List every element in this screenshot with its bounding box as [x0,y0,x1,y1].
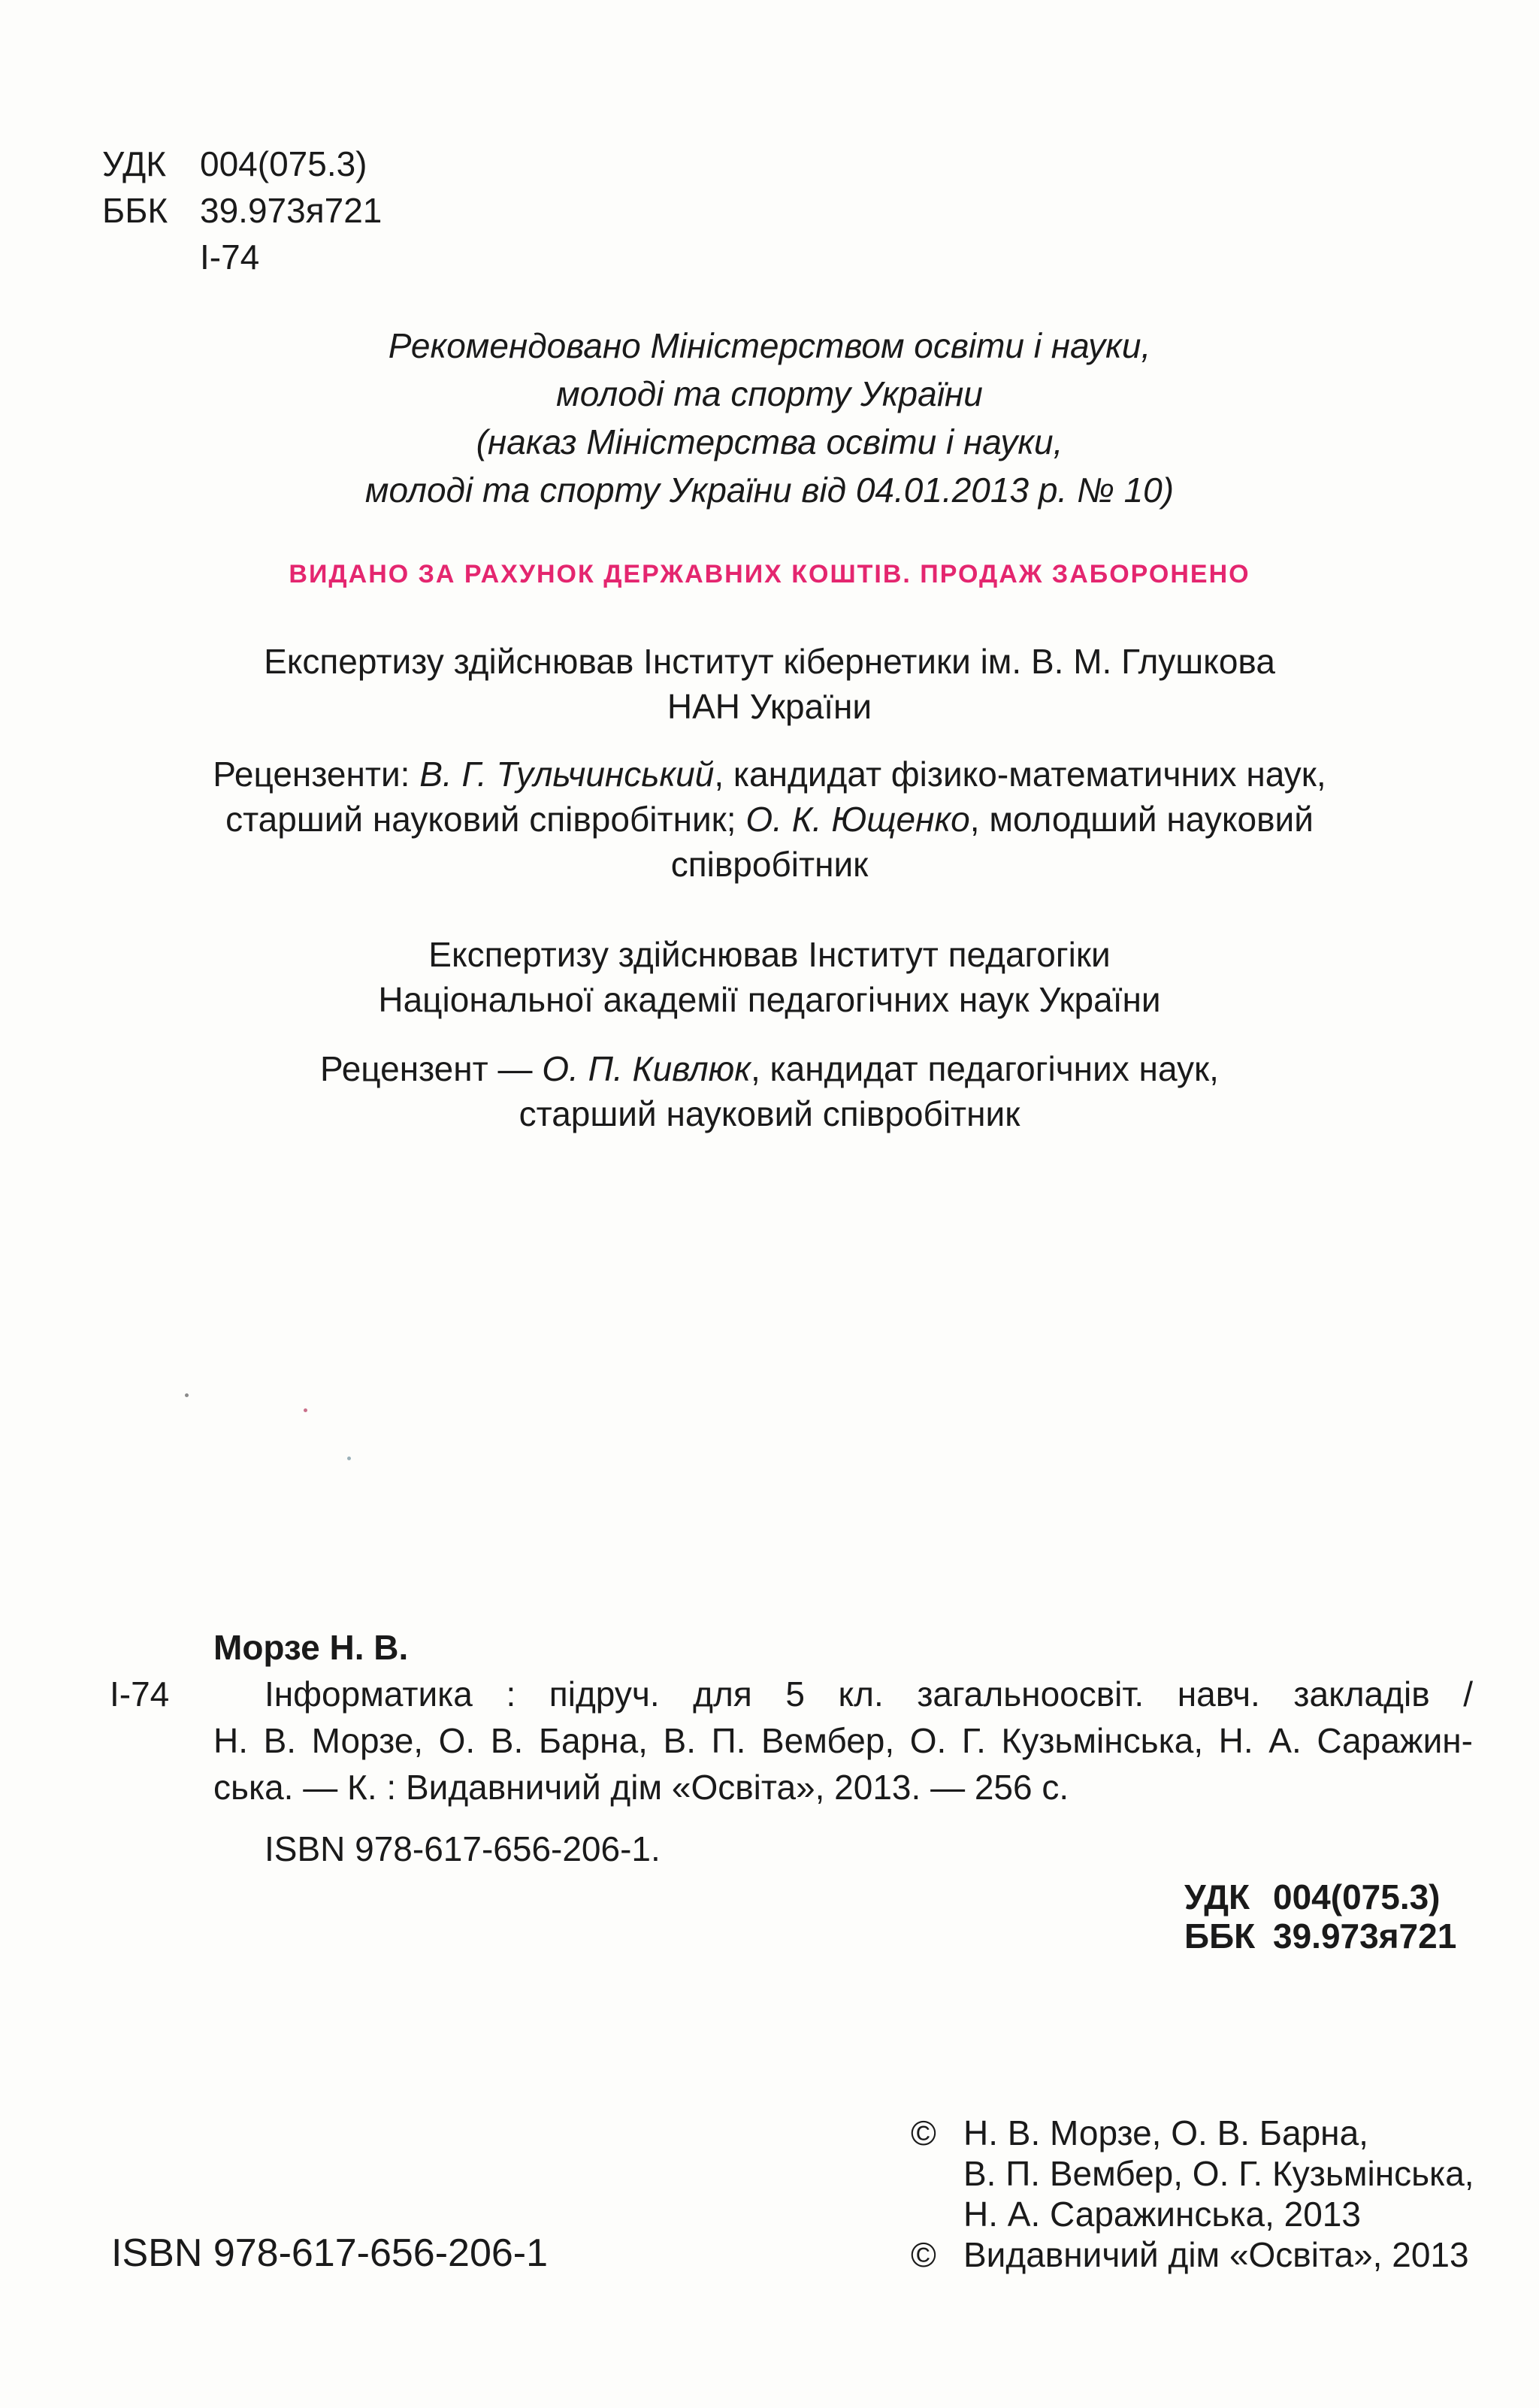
reviewers-line [0,797,1539,842]
reviewer-name: В. Г. Тульчинський [419,755,715,794]
reviewer-credentials: старший науковий співробітник; [225,800,746,839]
bbk-value-bold: 39.973я721 [1273,1916,1457,1956]
bbk-value: 39.973я721 [200,191,382,230]
scan-speck [347,1457,351,1460]
copyright-symbol: © [911,2235,936,2274]
entry-text-line: Інформатика : підруч. для 5 кл. загальноосвіт. навч. закладів / [265,1674,1473,1714]
sale-prohibited-notice: ВИДАНО ЗА РАХУНОК ДЕРЖАВНИХ КОШТІВ. ПРОДАЖ ЗАБОРОНЕНО [289,560,1250,588]
reviewers-line [0,752,1539,797]
expertise-line: Експертизу здійснював Інститут кібернетики ім. В. М. Глушкова [264,642,1275,681]
recommendation-line: (наказ Міністерства освіти і науки, [476,422,1063,461]
reviewer-name: О. П. Кивлюк [542,1049,751,1088]
bbk-code-bold: ББК [1184,1916,1256,1956]
reviewer-line: старший науковий співробітник [519,1094,1020,1133]
entry-text-line: ська. — К. : Видавничий дім «Освіта», 2013. — 256 с. [213,1768,1069,1807]
bbk-code: ББК [102,191,168,230]
author-heading: Морзе Н. В. [213,1628,409,1667]
expertise-line: Експертизу здійснював Інститут педагогіки [428,935,1111,974]
reviewer-credentials: , кандидат фізико-математичних наук, [714,755,1326,794]
reviewers-line: співробітник [670,845,869,884]
udk-code-bold: УДК [1184,1877,1250,1916]
isbn-footer: ISBN 978-617-656-206-1 [111,2231,549,2275]
recommendation-line: молоді та спорту України [556,374,983,413]
copyright-line: Видавничий дім «Освіта», 2013 [963,2235,1469,2274]
copyright-line: Н. В. Морзе, О. В. Барна, [963,2113,1368,2152]
recommendation-line: молоді та спорту України від 04.01.2013 р. № 10) [364,470,1175,510]
copyright-line: В. П. Вембер, О. Г. Кузьмінська, [963,2154,1474,2193]
reviewer-name: О. К. Ющенко [745,800,970,839]
recommendation-line: Рекомендовано Міністерством освіти і науки, [388,326,1151,365]
reviewer-prefix: Рецензент — [320,1049,543,1088]
scan-speck [304,1408,307,1412]
reviewer-credentials: , кандидат педагогічних наук, [750,1049,1219,1088]
author-mark: І-74 [200,237,260,277]
reviewer-line [0,1046,1539,1091]
udk-code: УДК [102,144,167,183]
copyright-line: Н. А. Саражинська, 2013 [963,2195,1361,2234]
reviewers-prefix: Рецензенти: [213,755,420,794]
entry-isbn: ISBN 978-617-656-206-1. [265,1829,661,1868]
scan-speck [185,1393,189,1397]
udk-value-bold: 004(075.3) [1273,1877,1441,1916]
reviewer-credentials: , молодший науковий [969,800,1314,839]
entry-code: І-74 [110,1674,170,1714]
udk-value: 004(075.3) [200,144,367,183]
expertise-line: НАН України [667,687,872,726]
entry-text-line: Н. В. Морзе, О. В. Барна, В. П. Вембер, О. Г. Кузьмінська, Н. А. Саражин- [213,1721,1473,1760]
expertise-line: Національної академії педагогічних наук України [378,980,1161,1019]
copyright-symbol: © [911,2113,936,2152]
